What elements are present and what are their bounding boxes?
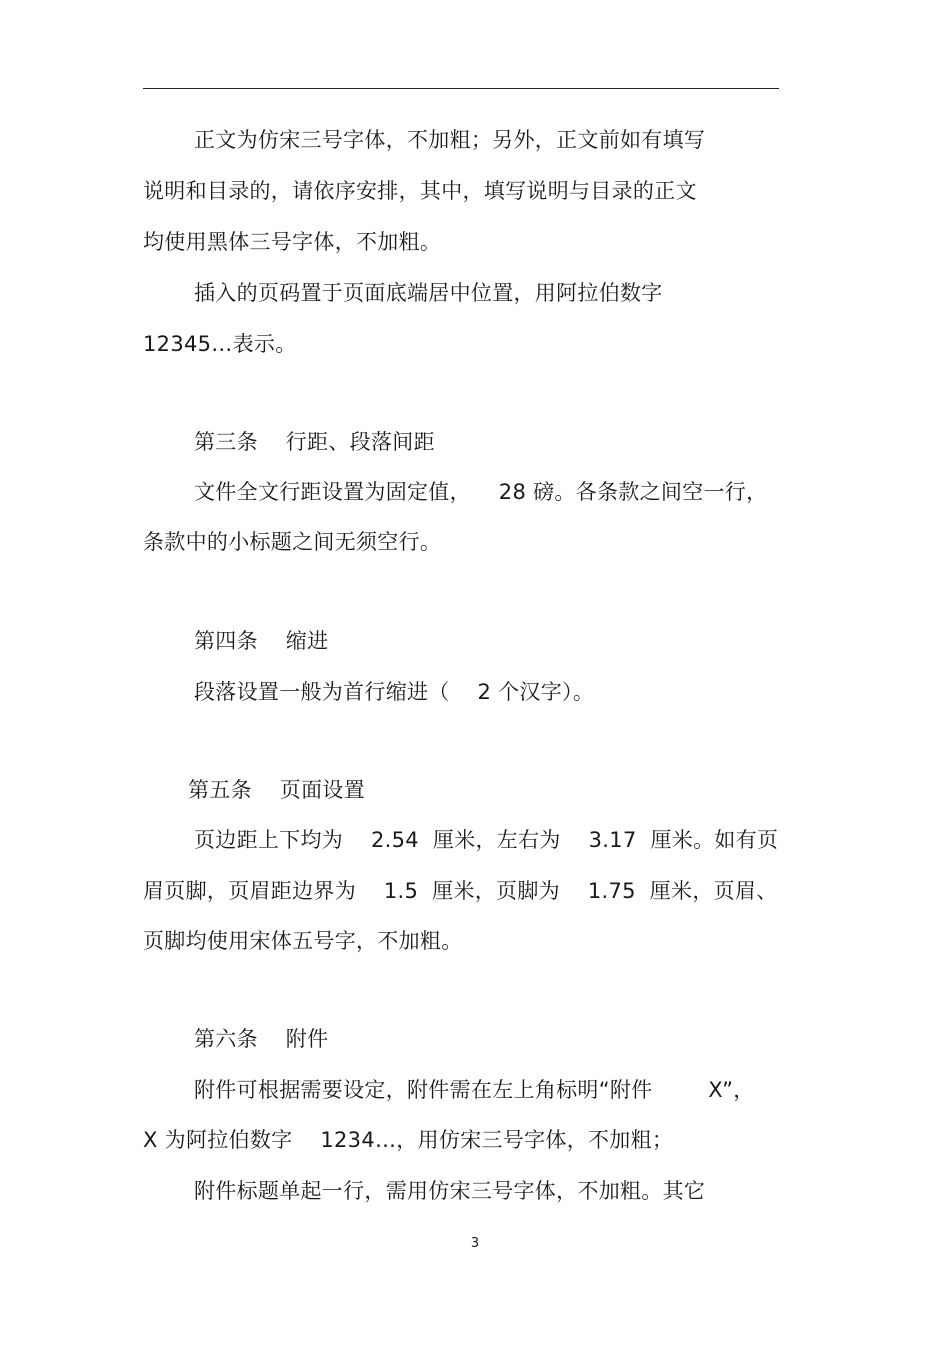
page-number: 3 bbox=[470, 1236, 480, 1251]
body-line-10: 眉页脚，页眉距边界为 1.5 厘米，页脚为 1.75 厘米，页眉、 bbox=[143, 879, 778, 903]
body-line-11: 页脚均使用宋体五号字，不加粗。 bbox=[143, 929, 463, 953]
body-line-5: 12345…表示。 bbox=[143, 332, 297, 356]
body-line-13: X 为阿拉伯数字 1234…，用仿宋三号字体，不加粗； bbox=[143, 1128, 674, 1152]
body-line-14: 附件标题单起一行，需用仿宋三号字体，不加粗。其它 bbox=[194, 1179, 706, 1203]
body-line-3: 均使用黑体三号字体，不加粗。 bbox=[143, 230, 442, 254]
section-heading-6: 第六条 附件 bbox=[194, 1027, 329, 1051]
header-rule bbox=[143, 88, 779, 89]
body-line-12: 附件可根据需要设定，附件需在左上角标明“附件 X”， bbox=[194, 1078, 755, 1102]
body-line-2: 说明和目录的，请依序安排，其中，填写说明与目录的正文 bbox=[143, 179, 697, 203]
body-line-7: 条款中的小标题之间无须空行。 bbox=[143, 530, 442, 554]
section-heading-4: 第四条 缩进 bbox=[194, 629, 329, 653]
body-line-6: 文件全文行距设置为固定值， 28 磅。各条款之间空一行， bbox=[194, 480, 768, 504]
section-heading-3: 第三条 行距、段落间距 bbox=[194, 430, 435, 454]
body-line-9: 页边距上下均为 2.54 厘米，左右为 3.17 厘米。如有页 bbox=[194, 828, 779, 852]
section-heading-5: 第五条 页面设置 bbox=[188, 778, 366, 802]
body-line-8: 段落设置一般为首行缩进（ 2 个汉字）。 bbox=[194, 680, 595, 704]
body-line-4: 插入的页码置于页面底端居中位置，用阿拉伯数字 bbox=[194, 281, 663, 305]
body-line-1: 正文为仿宋三号字体，不加粗；另外，正文前如有填写 bbox=[194, 128, 706, 152]
